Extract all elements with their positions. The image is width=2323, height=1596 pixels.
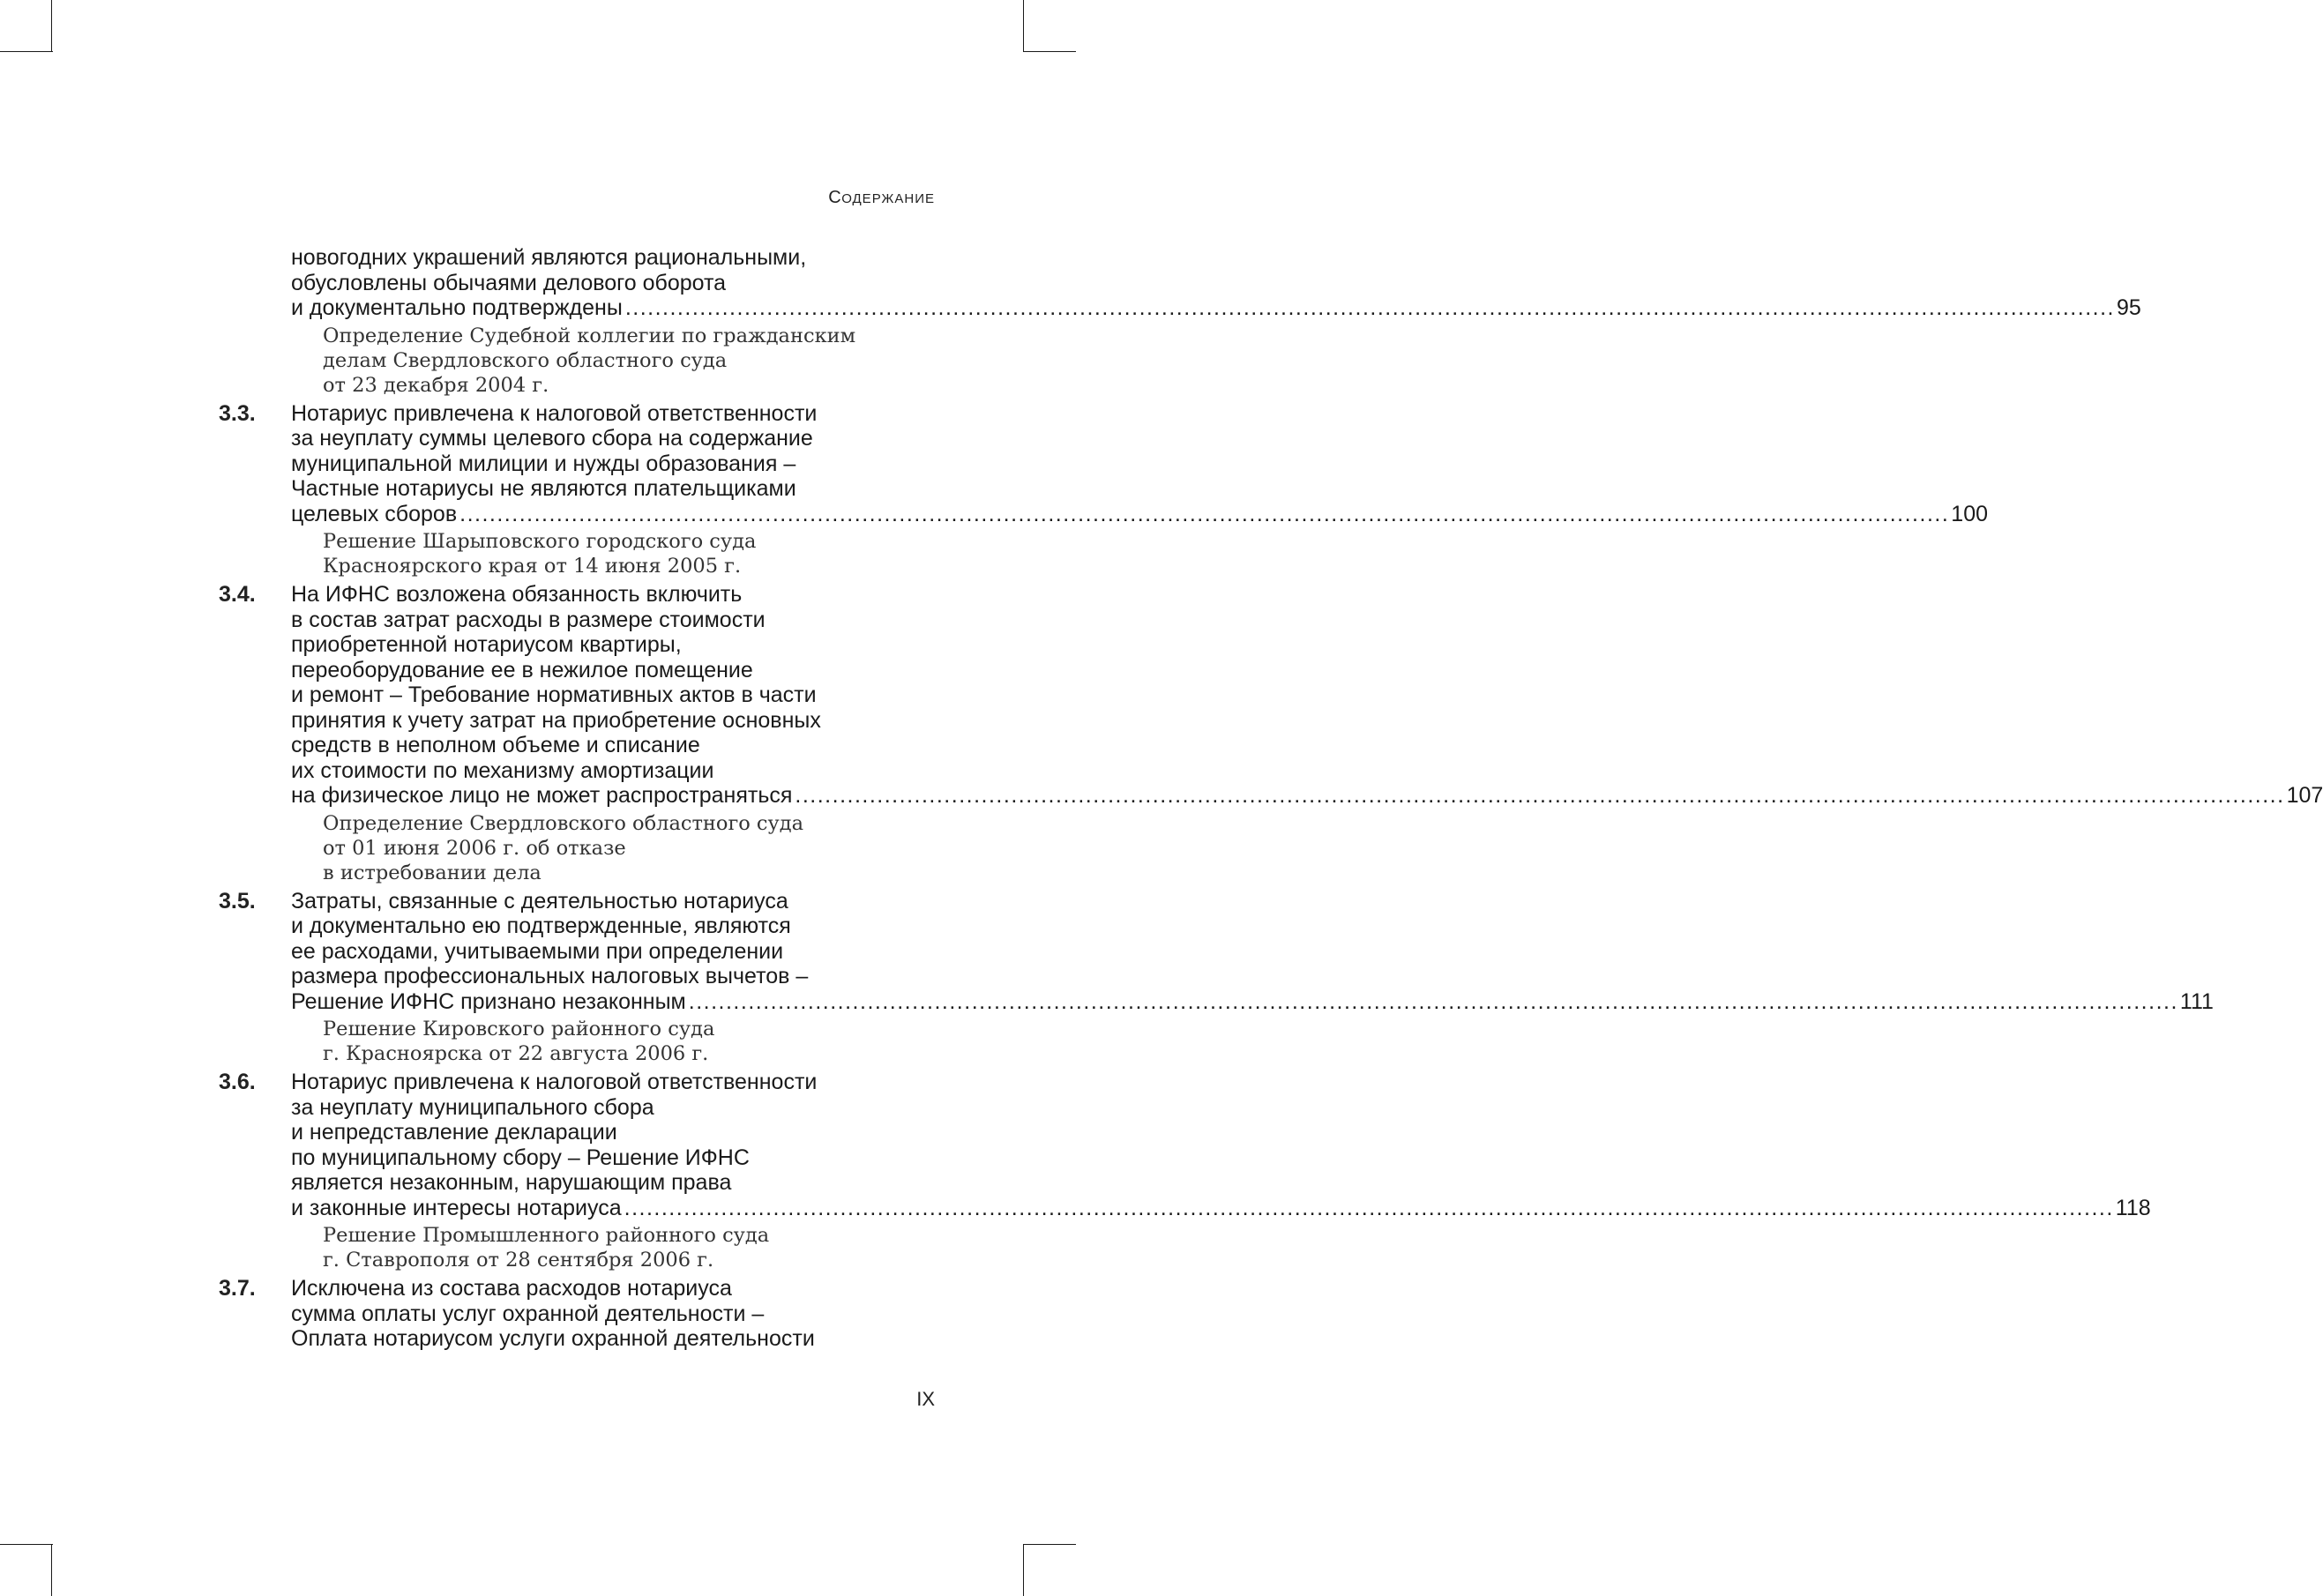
crop-mark [0,1544,53,1545]
court-decision-source: Определение Судебной коллегии по гражданским делам Свердловского областного суда от 23 декабря 2004 г. [323,324,856,397]
entry-title-line: Частные нотариусы не являются плательщиками [291,476,796,501]
entry-title [291,245,2141,321]
entry-title-line: по муниципальному сбору – Решение ИФНС [291,1145,750,1170]
court-decision-source: Решение Кировского районного суда г. Красноярска от 22 августа 2006 г. [323,1018,715,1065]
entry-title-line: Нотариус привлечена к налоговой ответственности [291,400,818,426]
page-reference[interactable]: 95 [2116,295,2141,320]
page-reference[interactable]: 111 [2179,988,2214,1014]
entry-title-line: Затраты, связанные с деятельностью нотариуса [291,888,788,914]
entry-title-line: принятия к учету затрат на приобретение основных [291,707,821,733]
page-reference[interactable]: 100 [1951,501,1989,526]
crop-mark [51,0,52,51]
entry-title-line: и ремонт – Требование нормативных актов в части [291,682,817,707]
entry-title-line: На ИФНС возложена обязанность включить [291,582,743,607]
crop-mark [1023,0,1024,51]
entry-title-line: новогодних украшений являются рациональными, [291,245,807,270]
entry-title-line: сумма оплаты услуг охранной деятельности – [291,1301,765,1326]
entry-title-line: муниципальной милиции и нужды образования – [291,451,796,476]
entry-title-line: средств в неполном объеме и списание [291,733,700,757]
crop-mark [51,1545,52,1596]
toc-entry[interactable] [219,245,2141,398]
entry-number: 3.4. [219,582,256,607]
entry-title-line: Исключена из состава расходов нотариуса [291,1276,732,1301]
dot-leader: ........................................................................................................................................................................................................ [624,1195,2114,1220]
entry-title-line: Оплата нотариусом услуги охранной деятельности [291,1326,815,1351]
page-reference[interactable]: 118 [2115,1195,2151,1220]
crop-mark [1023,51,1076,52]
entry-title-line: и законные интересы нотариуса ........................................................................................................................................................................................................ 118 [291,1195,2151,1220]
entry-title-line: на физическое лицо не может распространяться ........................................................................................................................................................................................................ 107 [291,783,2323,808]
dot-leader: ........................................................................................................................................................................................................ [795,783,2285,808]
entry-title-line: приобретенной нотариусом квартиры, [291,632,682,657]
entry-title-line: Нотариус привлечена к налоговой ответственности [291,1070,818,1094]
entry-title-line: и документально ею подтвержденные, являются [291,914,791,938]
crop-mark [1023,1545,1024,1596]
toc-entry[interactable] [219,1070,2151,1272]
entry-title [291,1070,2151,1220]
entry-title-line: и непредставление декларации [291,1120,617,1145]
page-reference[interactable]: 107 [2286,783,2323,808]
entry-title [291,582,2323,809]
entry-title-line: за неуплату суммы целевого сбора на содержание [291,426,813,451]
crop-mark [0,51,53,52]
toc-entry[interactable] [219,888,2214,1067]
entry-title-line: переоборудование ее в нежилое помещение [291,657,753,682]
entry-title-line: в состав затрат расходы в размере стоимости [291,607,766,632]
entry-title-line: Решение ИФНС признано незаконным ........................................................................................................................................................................................................ 111 [291,988,2214,1014]
entry-title-line: целевых сборов ........................................................................................................................................................................................................ 100 [291,501,1989,526]
entry-title-line: и документально подтверждены ........................................................................................................................................................................................................ 95 [291,295,2141,320]
toc-entry[interactable] [219,400,1989,579]
entry-title-line: ее расходами, учитываемыми при определении [291,938,784,964]
toc-entry[interactable] [219,582,2323,885]
crop-mark [1023,1544,1076,1545]
entry-number: 3.5. [219,888,256,914]
entry-number: 3.6. [219,1070,256,1094]
entry-number: 3.3. [219,400,256,426]
entry-title-line: за неуплату муниципального сбора [291,1094,654,1120]
court-decision-source: Решение Шарыповского городского суда Красноярского края от 14 июня 2005 г. [323,530,757,578]
dot-leader: ........................................................................................................................................................................................................ [624,295,2115,320]
entry-title-line: обусловлены обычаями делового оборота [291,270,727,295]
entry-title-line: размера профессиональных налоговых вычетов – [291,964,809,988]
dot-leader: ........................................................................................................................................................................................................ [688,988,2178,1014]
entry-title-line: является незаконным, нарушающим права [291,1170,732,1195]
court-decision-source: Решение Промышленного районного суда г. Ставрополя от 28 сентября 2006 г. [323,1224,770,1272]
entry-number: 3.7. [219,1276,256,1301]
entry-title [291,1276,935,1352]
entry-title [291,888,2214,1015]
entry-title [291,400,1989,527]
dot-leader: ........................................................................................................................................................................................................ [459,501,1950,526]
toc-entry[interactable] [219,1276,935,1352]
page-number: IX [916,1388,935,1410]
running-header: СОДЕРЖАНИЕ [828,188,935,207]
court-decision-source: Определение Свердловского областного суда от 01 июня 2006 г. об отказе в истребовании дела [323,811,804,884]
entry-title-line: их стоимости по механизму амортизации [291,757,714,783]
table-of-contents [219,245,2323,1352]
